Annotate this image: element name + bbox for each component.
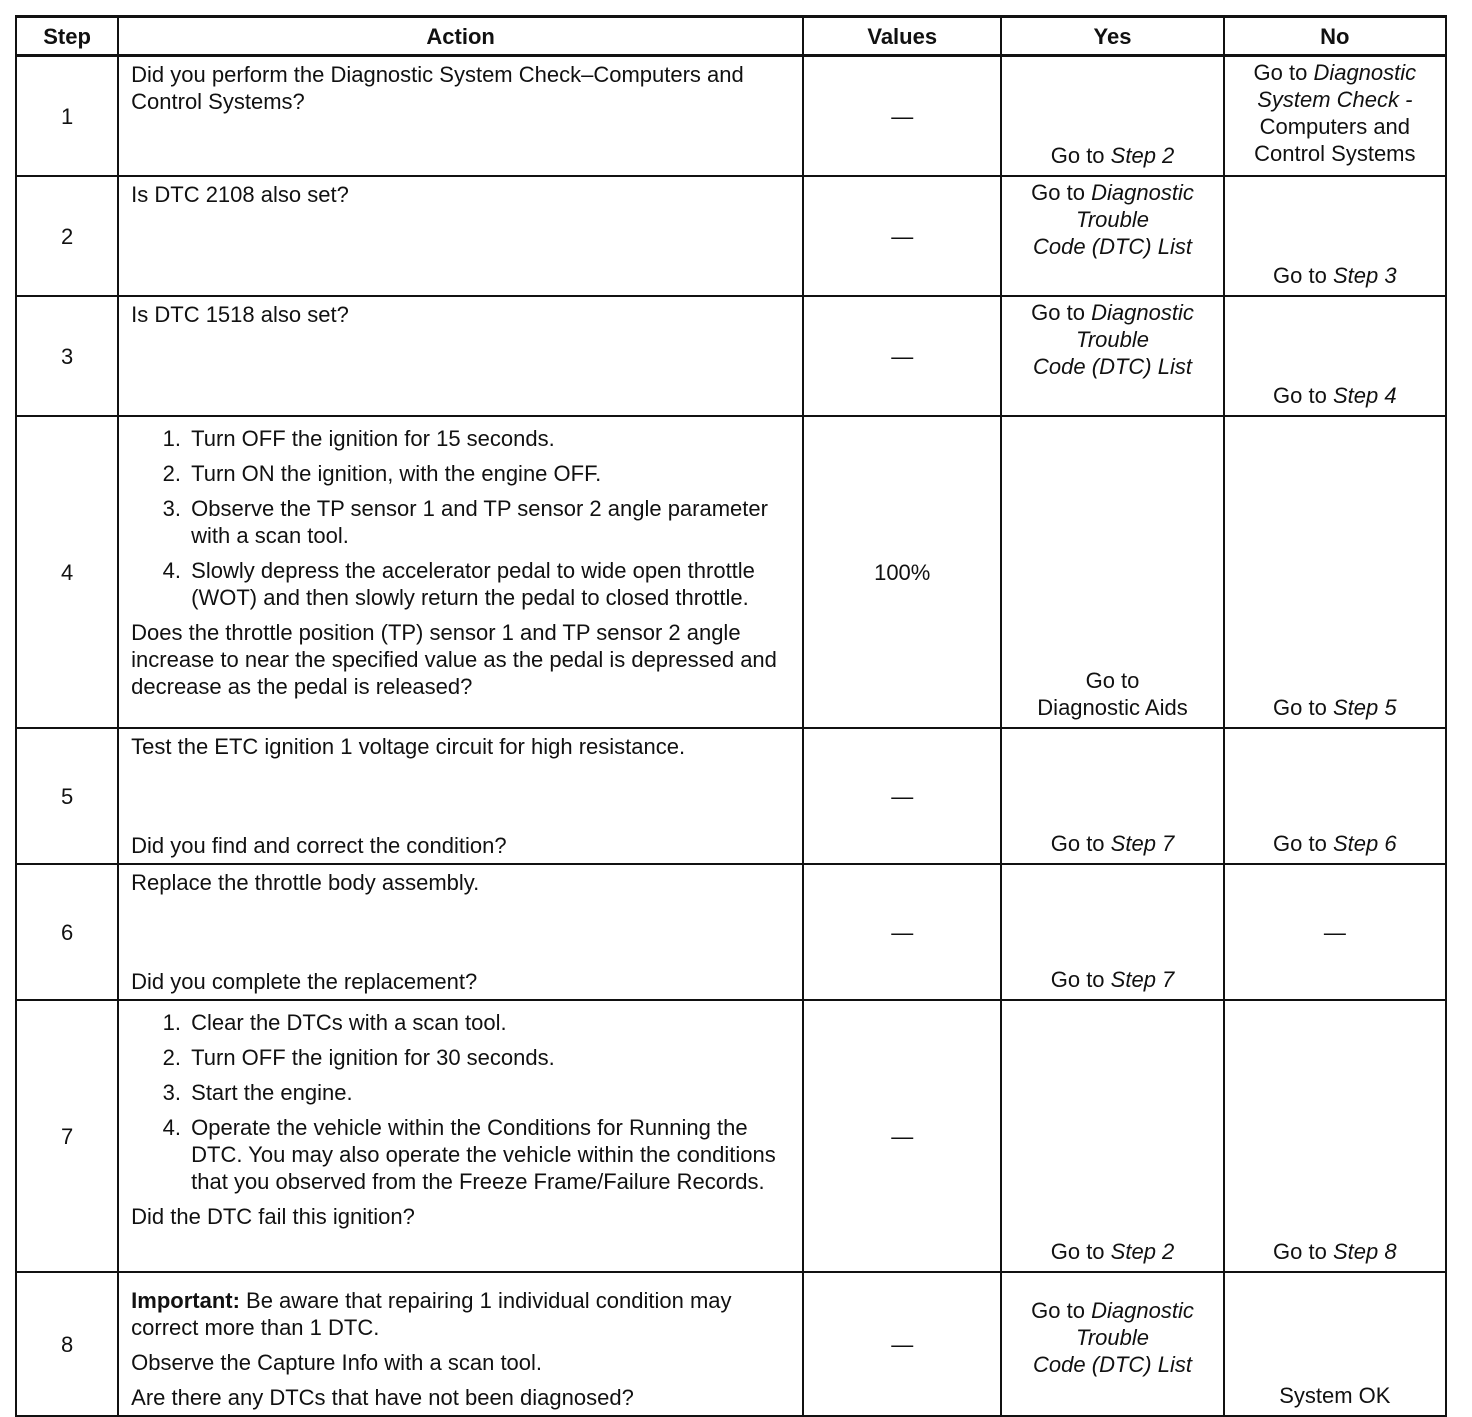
no-link[interactable]: Go to Diagnostic System Check - Computers and Control Systems xyxy=(1253,60,1417,166)
yes-link[interactable]: Go to Step 2 xyxy=(1050,1239,1175,1264)
value-cell: — xyxy=(803,864,1001,1000)
list-item: 2. Turn ON the ignition, with the engine OFF. xyxy=(187,460,794,487)
instruction-list xyxy=(131,1009,794,1195)
instruction-list xyxy=(131,425,794,611)
yes-cell xyxy=(1001,728,1223,864)
step-number: 7 xyxy=(16,1000,118,1272)
table-row xyxy=(16,296,1446,416)
list-item: 4. Slowly depress the accelerator pedal to wide open throttle (WOT) and then slowly return the pedal to closed throttle. xyxy=(187,557,794,611)
header-values: Values xyxy=(803,17,1001,56)
yes-cell xyxy=(1001,1000,1223,1272)
action-cell xyxy=(118,176,803,296)
no-link[interactable]: Go to Step 6 xyxy=(1273,831,1397,856)
action-question: Are there any DTCs that have not been diagnosed? xyxy=(131,1385,634,1410)
list-item: 4. Operate the vehicle within the Conditions for Running the DTC. You may also operate the vehicle within the conditions that you observed from the Freeze Frame/Failure Records. xyxy=(187,1114,794,1195)
step-number: 5 xyxy=(16,728,118,864)
diagnostic-table xyxy=(15,15,1447,1417)
action-cell xyxy=(118,296,803,416)
action-cell xyxy=(118,1272,803,1416)
value-cell: — xyxy=(803,728,1001,864)
value-cell: — xyxy=(803,1000,1001,1272)
no-cell xyxy=(1224,176,1446,296)
no-cell xyxy=(1224,1000,1446,1272)
action-text: Did you perform the Diagnostic System Check–Computers and Control Systems? xyxy=(131,62,744,114)
header-yes: Yes xyxy=(1001,17,1223,56)
list-item: 1. Turn OFF the ignition for 15 seconds. xyxy=(187,425,794,452)
action-cell xyxy=(118,56,803,177)
no-cell xyxy=(1224,296,1446,416)
no-cell xyxy=(1224,416,1446,728)
step-number: 3 xyxy=(16,296,118,416)
header-row xyxy=(16,17,1446,56)
yes-link[interactable]: Go to Step 2 xyxy=(1050,143,1175,168)
value-cell: — xyxy=(803,296,1001,416)
no-link[interactable]: Go to Step 4 xyxy=(1273,383,1397,408)
important-note: Important: Be aware that repairing 1 individual condition may correct more than 1 DTC. xyxy=(131,1288,732,1340)
step-number: 6 xyxy=(16,864,118,1000)
value-cell: — xyxy=(803,176,1001,296)
no-link[interactable]: System OK xyxy=(1279,1383,1391,1408)
action-cell xyxy=(118,728,803,864)
table-row xyxy=(16,176,1446,296)
yes-link[interactable]: Go to Step 7 xyxy=(1050,967,1175,992)
important-label: Important: xyxy=(131,1288,240,1313)
action-text: Observe the Capture Info with a scan tool. xyxy=(131,1350,543,1375)
action-text: Test the ETC ignition 1 voltage circuit for high resistance. xyxy=(131,734,686,759)
table-row xyxy=(16,1000,1446,1272)
action-text: Is DTC 2108 also set? xyxy=(131,182,349,207)
step-number: 4 xyxy=(16,416,118,728)
yes-link[interactable]: Go to Diagnostic Aids xyxy=(1037,668,1188,720)
no-cell xyxy=(1224,728,1446,864)
table-row xyxy=(16,728,1446,864)
yes-link[interactable]: Go to Diagnostic Trouble Code (DTC) List xyxy=(1031,300,1194,379)
yes-cell xyxy=(1001,296,1223,416)
action-cell xyxy=(118,864,803,1000)
step-number: 1 xyxy=(16,56,118,177)
yes-cell xyxy=(1001,416,1223,728)
yes-link[interactable]: Go to Step 7 xyxy=(1050,831,1175,856)
table-row xyxy=(16,864,1446,1000)
yes-link[interactable]: Go to Diagnostic Trouble Code (DTC) List xyxy=(1031,1298,1194,1377)
value-cell: — xyxy=(803,1272,1001,1416)
yes-cell xyxy=(1001,1272,1223,1416)
no-link[interactable]: Go to Step 5 xyxy=(1273,695,1397,720)
action-text: Is DTC 1518 also set? xyxy=(131,302,349,327)
action-question: Did you complete the replacement? xyxy=(131,969,478,994)
yes-cell xyxy=(1001,176,1223,296)
no-link[interactable]: Go to Step 8 xyxy=(1273,1239,1397,1264)
action-question: Does the throttle position (TP) sensor 1 and TP sensor 2 angle increase to near the specified value as the pedal is depressed and decrease as the pedal is released? xyxy=(131,620,777,699)
action-text: Replace the throttle body assembly. xyxy=(131,870,480,895)
value-cell: — xyxy=(803,56,1001,177)
header-no: No xyxy=(1224,17,1446,56)
yes-link[interactable]: Go to Diagnostic Trouble Code (DTC) List xyxy=(1031,180,1194,259)
no-link[interactable]: Go to Step 3 xyxy=(1273,263,1397,288)
no-cell xyxy=(1224,1272,1446,1416)
list-item: 2. Turn OFF the ignition for 30 seconds. xyxy=(187,1044,794,1071)
table-row xyxy=(16,416,1446,728)
yes-cell xyxy=(1001,56,1223,177)
table-row xyxy=(16,1272,1446,1416)
action-cell xyxy=(118,416,803,728)
table-row xyxy=(16,56,1446,177)
header-step: Step xyxy=(16,17,118,56)
list-item: 3. Start the engine. xyxy=(187,1079,794,1106)
no-cell: — xyxy=(1224,864,1446,1000)
action-cell xyxy=(118,1000,803,1272)
list-item: 1. Clear the DTCs with a scan tool. xyxy=(187,1009,794,1036)
step-number: 2 xyxy=(16,176,118,296)
header-action: Action xyxy=(118,17,803,56)
list-item: 3. Observe the TP sensor 1 and TP sensor 2 angle parameter with a scan tool. xyxy=(187,495,794,549)
value-cell: 100% xyxy=(803,416,1001,728)
action-question: Did the DTC fail this ignition? xyxy=(131,1204,415,1229)
action-question: Did you find and correct the condition? xyxy=(131,833,507,858)
no-cell xyxy=(1224,56,1446,177)
yes-cell xyxy=(1001,864,1223,1000)
step-number: 8 xyxy=(16,1272,118,1416)
